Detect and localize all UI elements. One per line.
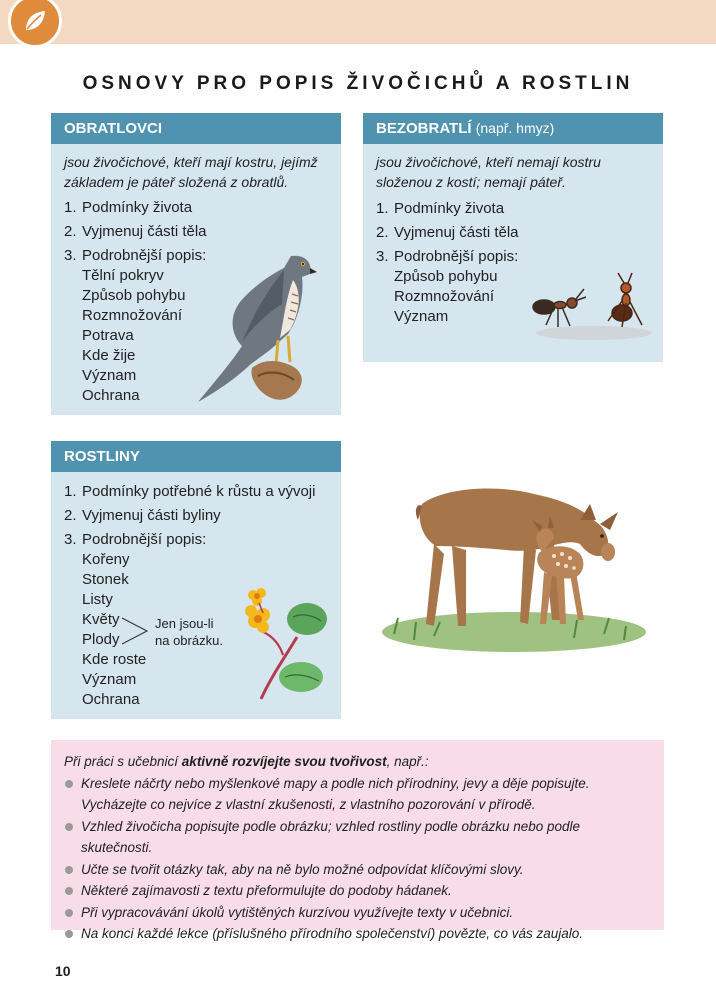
detail-item: Kde žije	[82, 347, 136, 364]
detail-item: Stonek	[82, 571, 129, 588]
detail-item: Kde roste	[82, 651, 147, 668]
step-item: 2. Vyjmenuj části byliny	[64, 507, 221, 524]
marsh-marigold-illustration	[241, 587, 331, 703]
tips-list	[64, 773, 652, 945]
detail-item: Listy	[82, 591, 113, 608]
brace-note: Jen jsou-li na obrázku.	[155, 616, 223, 648]
detail-item: Plody	[82, 631, 120, 648]
hawk-illustration	[196, 246, 321, 406]
step-item: 1. Podmínky života	[64, 199, 193, 216]
tip-item: Kreslete náčrty nebo myšlenkové mapy a podle nich přírodniny, jevy a děje popisujte. Vycházejte co nejvíce z vlastní zkušenosti, z vlastního pozorování v přírodě.	[64, 773, 652, 816]
deer-with-fawn-illustration	[374, 474, 658, 660]
ants-illustration	[526, 271, 656, 343]
page-title: OSNOVY PRO POPIS ŽIVOČICHŮ A ROSTLIN	[82, 73, 634, 94]
tip-item: Některé zajímavosti z textu přeformulujte do podoby hádanek.	[64, 880, 652, 902]
tip-item: Učte se tvořit otázky tak, aby na ně bylo možné odpovídat klíčovými slovy.	[64, 859, 652, 881]
plants-box	[51, 441, 341, 719]
detail-item: Ochrana	[82, 387, 140, 404]
detail-item: Potrava	[82, 327, 134, 344]
step-item: 3. Podrobnější popis: Tělní pokryv Způsob pohybu Rozmnožování Potrava Kde žije Význam Ochrana	[64, 247, 207, 404]
page-number: 10	[55, 963, 71, 979]
detail-item: Kořeny	[82, 551, 130, 568]
invertebrates-intro: jsou živočichové, kteří nemají kostru složenou z kostí; nemají páteř.	[376, 154, 601, 190]
detail-item: Způsob pohybu	[394, 268, 498, 285]
tip-item: Při vypracovávání úkolů vytištěných kurzívou využívejte texty v učebnici.	[64, 902, 652, 924]
detail-item: Tělní pokryv	[82, 267, 164, 284]
vertebrates-box	[51, 113, 341, 415]
tips-intro: Při práci s učebnicí aktivně rozvíjejte svou tvořivost, např.:	[64, 754, 429, 769]
tip-item: Na konci každé lekce (příslušného přírodního společenství) povězte, co vás zaujalo.	[64, 923, 652, 945]
step-item: 2. Vyjmenuj části těla	[64, 223, 207, 240]
step-item: 2. Vyjmenuj části těla	[376, 224, 519, 241]
leaf-icon	[8, 0, 62, 48]
detail-item: Význam	[82, 671, 137, 688]
detail-item: Rozmnožování	[394, 288, 495, 305]
top-band	[0, 0, 716, 44]
vertebrates-steps	[64, 198, 207, 406]
tip-item: Vzhled živočicha popisujte podle obrázku; vzhled rostliny podle obrázku nebo podle skutečnosti.	[64, 816, 652, 859]
vertebrates-heading: OBRATLOVCI	[51, 113, 341, 144]
detail-list	[376, 267, 519, 327]
detail-item: Rozmnožování	[82, 307, 183, 324]
step-item: 3. Podrobnější popis: Způsob pohybu Rozmnožování Význam	[376, 248, 519, 325]
detail-item: Způsob pohybu	[82, 287, 186, 304]
step-item: 1. Podmínky života	[376, 200, 505, 217]
step-item: 3. Podrobnější popis: Kořeny Stonek Listy Květy Plody Kde roste Význam Ochrana	[64, 530, 315, 710]
invertebrates-box	[363, 113, 663, 362]
detail-item: Význam	[394, 308, 449, 325]
brace-connector	[121, 614, 151, 648]
detail-item: Význam	[82, 367, 137, 384]
plants-heading: ROSTLINY	[51, 441, 341, 472]
invertebrates-heading: BEZOBRATLÍ (např. hmyz)	[363, 113, 663, 144]
detail-list	[64, 266, 207, 406]
vertebrates-intro: jsou živočichové, kteří mají kostru, jejímž základem je páteř složená z obratlů.	[64, 154, 318, 190]
step-item: 1. Podmínky potřebné k růstu a vývoji	[64, 483, 316, 500]
detail-item: Květy	[82, 611, 120, 628]
tips-box	[51, 740, 664, 941]
detail-item: Ochrana	[82, 691, 140, 708]
invertebrates-steps	[376, 199, 519, 327]
